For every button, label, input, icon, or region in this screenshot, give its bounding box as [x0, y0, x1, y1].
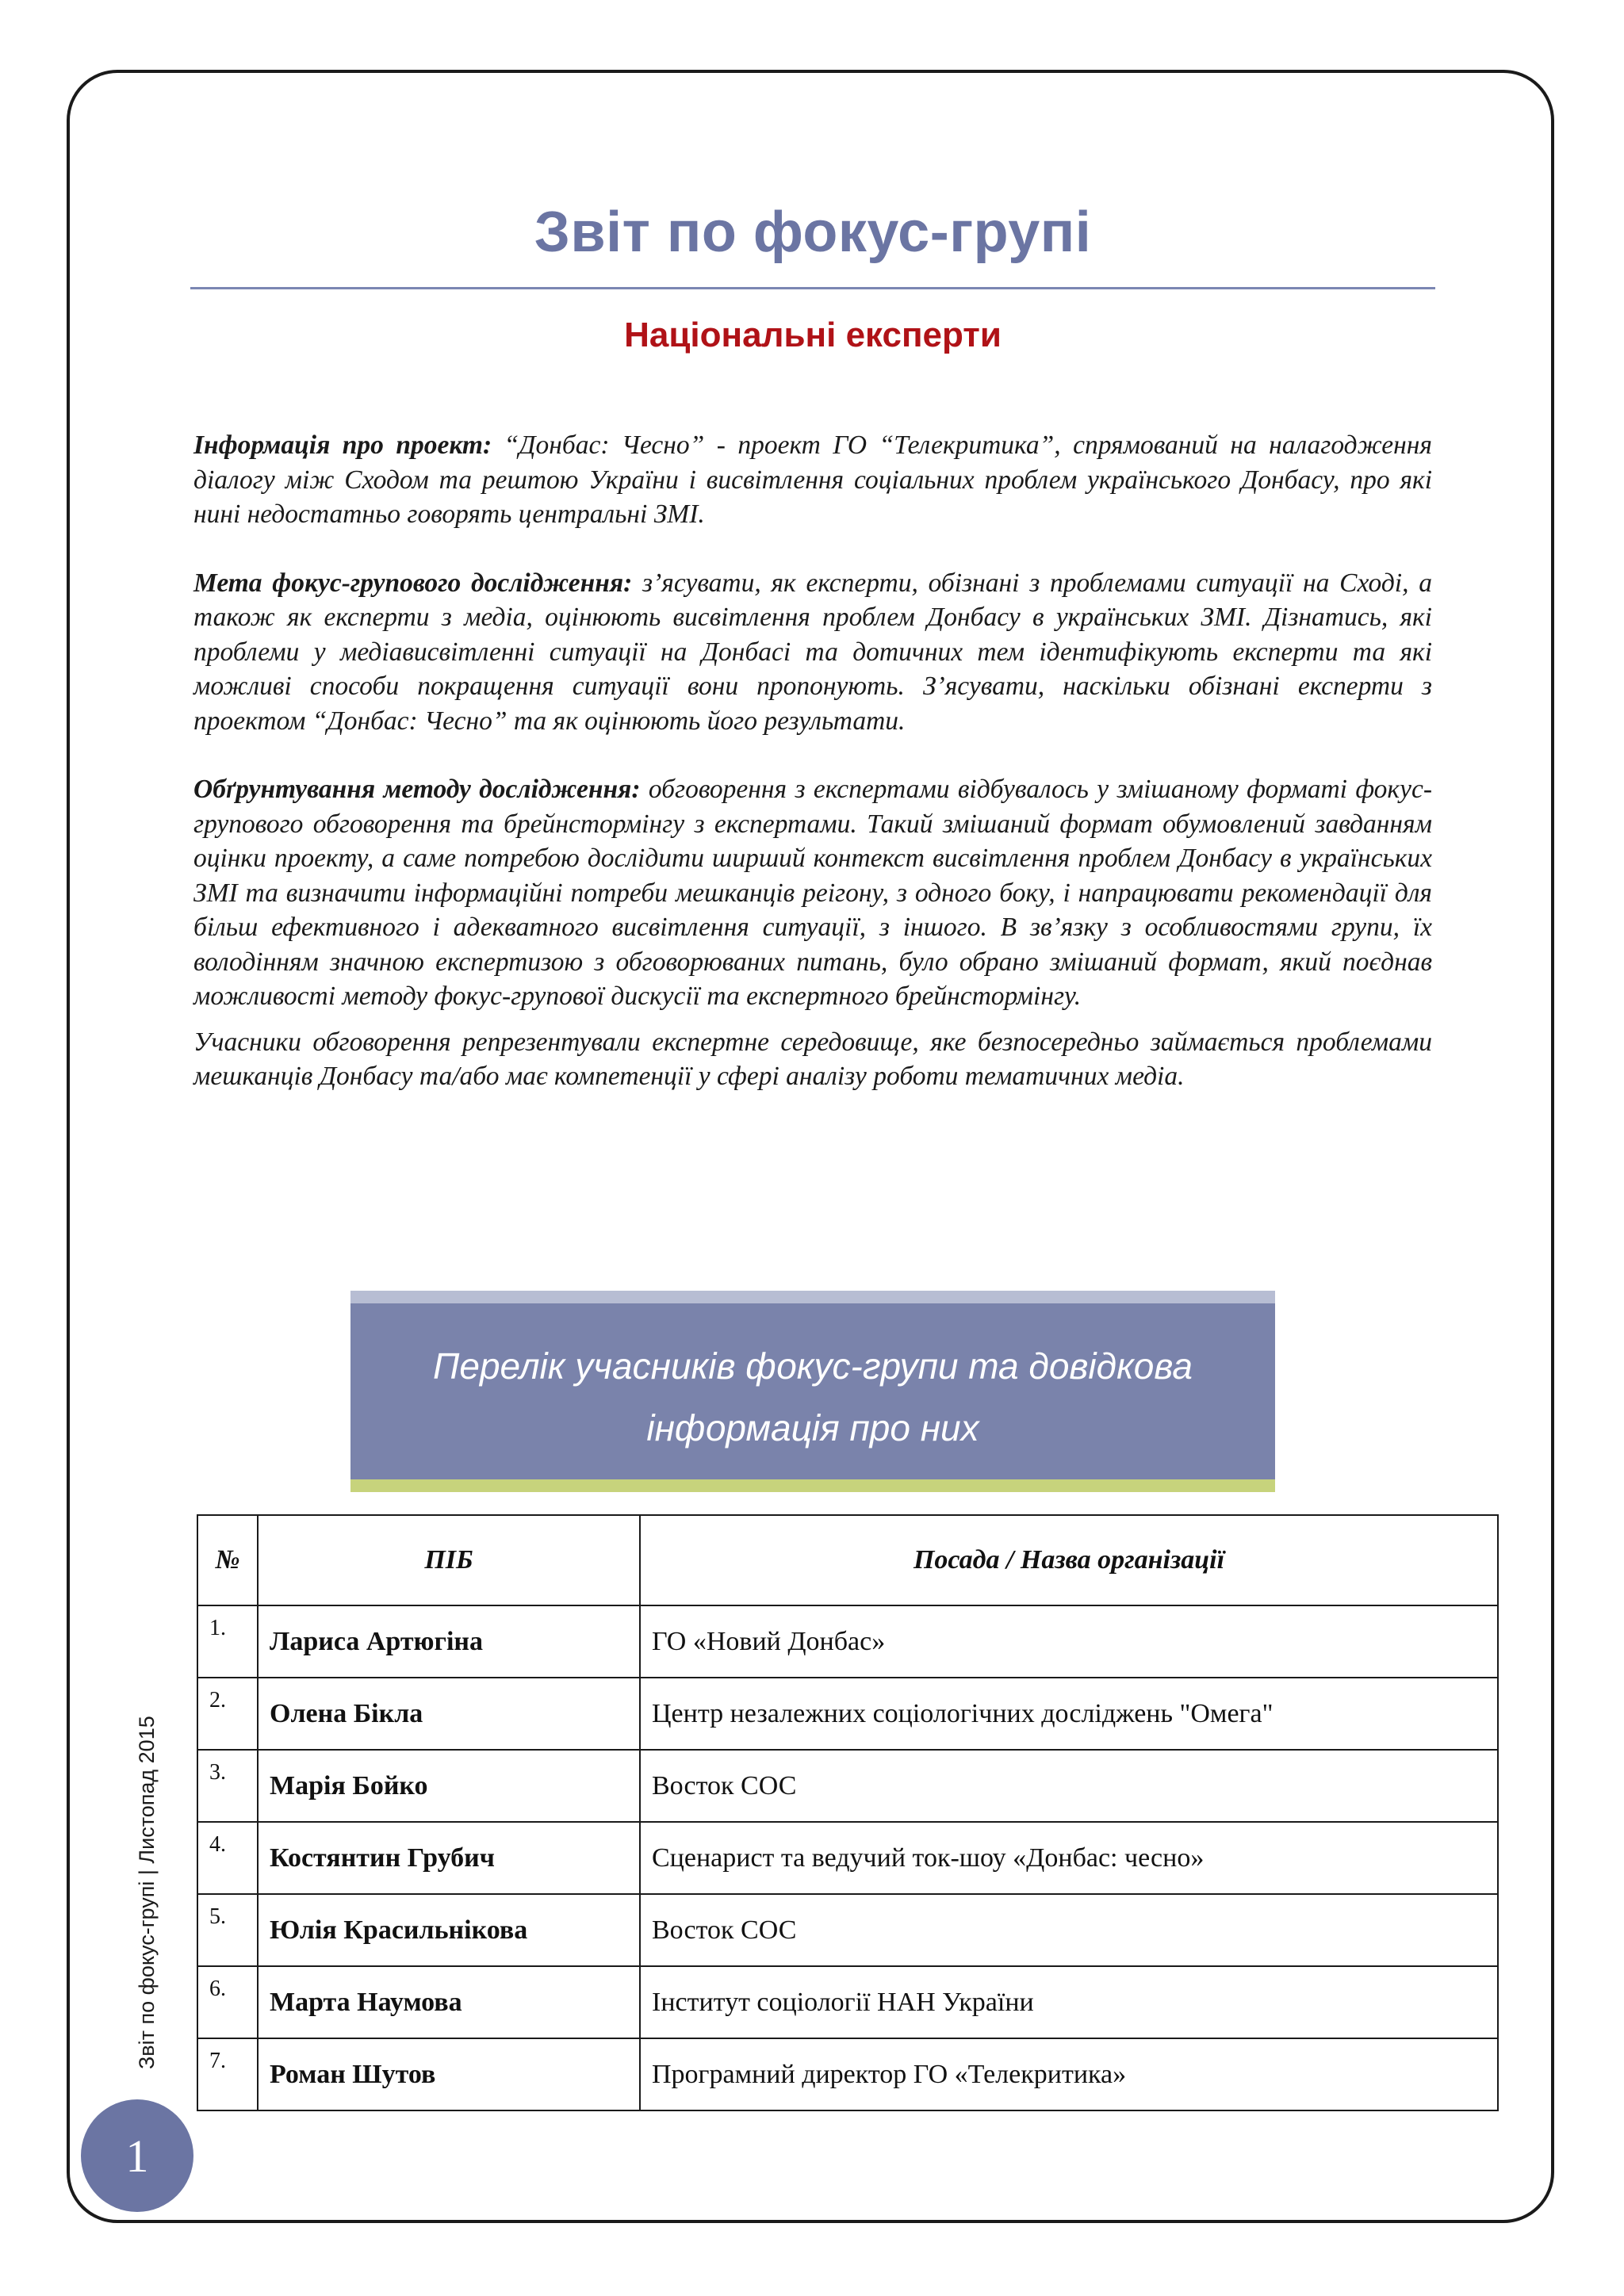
participants-paragraph — [193, 1025, 1432, 1094]
paragraph-lead: Обґрунтування методу дослідження: — [193, 775, 641, 804]
participant-organization: Інститут соціології НАН України — [640, 1966, 1498, 2038]
participants-table — [197, 1514, 1499, 2111]
participant-organization: Восток СОС — [640, 1750, 1498, 1822]
participant-organization: Сценарист та ведучий ток-шоу «Донбас: чесно» — [640, 1822, 1498, 1894]
paragraph-text: обговорення з експертами відбувалось у змішаному форматі фокус-групового обговорення та брейнстормінгу з експертами. Такий змішаний формат обумовлений завданням оцінки проекту, а саме потребою дослідити ширший контекст висвітлення проблем Донбасу в українських ЗМІ та визначити інформаційні потреби мешканців реігону, з одного боку, і напрацювати рекомендації для більш ефективного і адекватного висвітлення ситуації, з іншого. В зв’язку з особливостями групи, їх володінням значною експертизою з обговорюваних питань, було обрано змішаний формат, який поєднав можливості методу фокус-групової дискусії та експертного брейнстормінгу. — [193, 775, 1432, 1011]
participant-organization: Центр незалежних соціологічних досліджень "Омега" — [640, 1678, 1498, 1750]
paragraph-text: “Донбас: Чесно” - проект ГО “Телекритика”, спрямований на налагодження діалогу між Сходом та рештою України і висвітлення соціальних проблем українського Донбасу, про які нині недостатньо говорять центральні ЗМІ. — [193, 430, 1432, 529]
header-number: № — [197, 1515, 258, 1605]
page-title: Звіт по фокус-групі — [534, 201, 1092, 264]
page-number-badge — [81, 2099, 193, 2212]
participants-banner — [350, 1291, 1275, 1492]
paragraph-text: Учасники обговорення репрезентували експертне середовище, яке безпосередньо займається проблемами мешканців Донбасу та/або має компетенції у сфері аналізу роботи тематичних медіа. — [193, 1027, 1432, 1091]
participant-name: Роман Шутов — [258, 2038, 640, 2110]
table-header-row — [197, 1515, 1498, 1605]
participant-name: Лариса Артюгіна — [258, 1605, 640, 1678]
row-number: 1. — [197, 1605, 258, 1678]
method-rationale-paragraph — [193, 772, 1432, 1014]
project-info-paragraph — [193, 428, 1432, 532]
banner-line-1: Перелік учасників фокус-групи та довідкова — [433, 1345, 1193, 1387]
banner-bottom-stripe — [350, 1479, 1275, 1492]
banner-line-2: інформація про них — [646, 1407, 979, 1448]
header-name: ПІБ — [258, 1515, 640, 1605]
participant-name: Олена Бікла — [258, 1678, 640, 1750]
row-number: 3. — [197, 1750, 258, 1822]
paragraph-lead: Мета фокус-групового дослідження: — [193, 568, 633, 598]
row-number: 5. — [197, 1894, 258, 1966]
table-row — [197, 1822, 1498, 1894]
table-row — [197, 2038, 1498, 2110]
report-body — [193, 428, 1432, 1128]
banner-top-stripe — [350, 1291, 1275, 1303]
row-number: 4. — [197, 1822, 258, 1894]
banner-title — [350, 1335, 1275, 1459]
participant-organization: Програмний директор ГО «Телекритика» — [640, 2038, 1498, 2110]
participant-name: Юлія Красильнікова — [258, 1894, 640, 1966]
research-goal-paragraph — [193, 566, 1432, 739]
table-row — [197, 1605, 1498, 1678]
row-number: 7. — [197, 2038, 258, 2110]
table-row — [197, 1678, 1498, 1750]
table-row — [197, 1894, 1498, 1966]
participant-organization: Восток СОС — [640, 1894, 1498, 1966]
table-row — [197, 1966, 1498, 2038]
participant-name: Костянтин Грубич — [258, 1822, 640, 1894]
participant-organization: ГО «Новий Донбас» — [640, 1605, 1498, 1678]
participant-name: Марія Бойко — [258, 1750, 640, 1822]
side-footer-text: Звіт по фокус-групі | Листопад 2015 — [135, 1716, 159, 2069]
row-number: 2. — [197, 1678, 258, 1750]
row-number: 6. — [197, 1966, 258, 2038]
paragraph-text: з’ясувати, як експерти, обізнані з проблемами ситуації на Сході, а також як експерти з медіа, оцінюють висвітлення проблем Донбасу в українських ЗМІ. Дізнатись, які проблеми у медіависвітленні ситуації на Донбасі та дотичних тем ідентифікують експерти та які можливі способи покращення ситуації вони пропонують. З’ясувати, наскільки обізнані експерти з проектом “Донбас: Чесно” та як оцінюють його результати. — [193, 568, 1432, 736]
participant-name: Марта Наумова — [258, 1966, 640, 2038]
header-organization: Посада / Назва організації — [640, 1515, 1498, 1605]
page-subtitle: Національні експерти — [624, 316, 1002, 354]
title-divider — [190, 287, 1435, 289]
table-row — [197, 1750, 1498, 1822]
paragraph-lead: Інформація про проект: — [193, 430, 492, 460]
page-number: 1 — [125, 2130, 149, 2182]
